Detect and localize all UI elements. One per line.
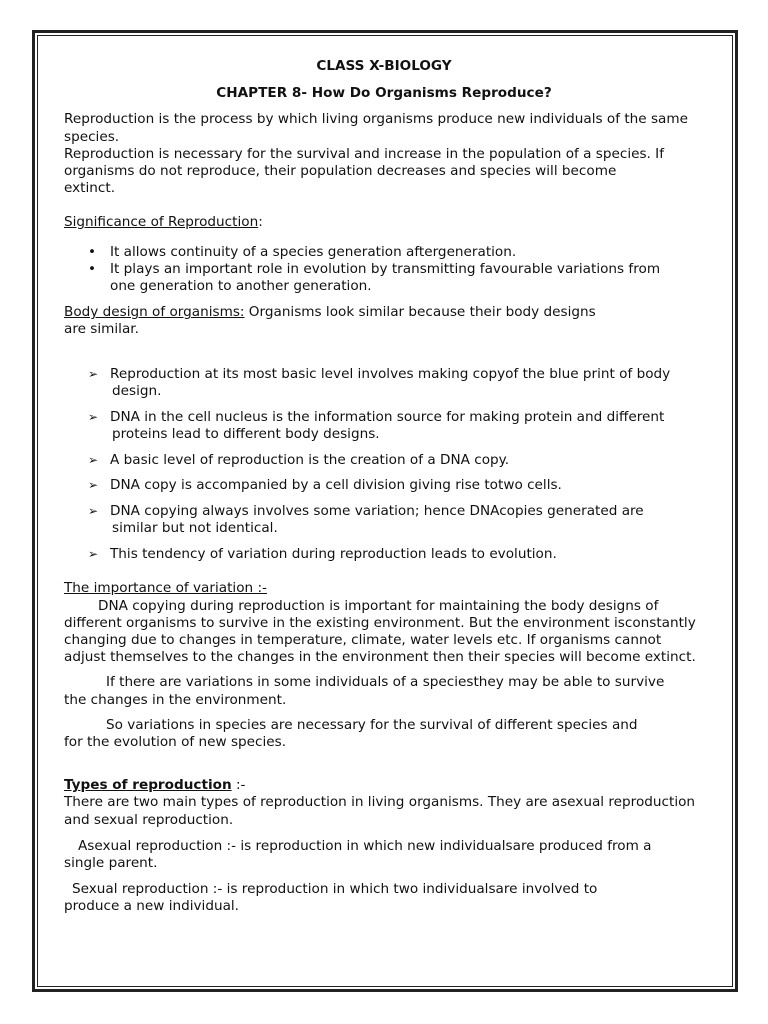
list-item: • It plays an important role in evolution by transmitting favourable variations from one generation to another generation.	[64, 261, 704, 295]
variation-paragraph-3: So variations in species are necessary for the survival of different species and for the evolution of new species.	[64, 716, 638, 751]
arrow-bullet-icon: ➢	[88, 478, 99, 493]
variation-heading: The importance of variation :-	[64, 580, 267, 597]
arrow-bullet-icon: ➢	[88, 452, 99, 467]
body-design-paragraph: Body design of organisms: Organisms look similar because their body designs are similar.	[64, 304, 596, 338]
arrow-bullet-icon: ➢	[88, 409, 99, 424]
arrow-bullet-icon: ➢	[88, 504, 99, 519]
variation-paragraph-1: DNA copying during reproduction is important for maintaining the body designs of different organisms to survive in the existing environment. But the environment isconstantly changing due to changes in temperature, climate, water levels etc. If organisms cannot adjust themselves to the changes in the environment then their species will become extinct.	[64, 597, 696, 666]
body-design-points	[64, 366, 704, 564]
types-heading: Types of reproduction :-	[64, 777, 246, 794]
list-item: ➢ DNA copy is accompanied by a cell division giving rise totwo cells.	[88, 477, 562, 494]
list-item: ➢ This tendency of variation during reproduction leads to evolution.	[88, 546, 557, 563]
document-title: CLASS X-BIOLOGY	[316, 58, 452, 74]
list-item: • It allows continuity of a species generation aftergeneration.	[64, 244, 704, 261]
intro-paragraph-1: Reproduction is the process by which living organisms produce new individuals of the same species.	[64, 111, 688, 145]
significance-list	[64, 244, 704, 296]
arrow-bullet-icon: ➢	[88, 547, 99, 562]
sexual-definition: Sexual reproduction :- is reproduction in which two individualsare involved to produce a new individual.	[64, 881, 598, 915]
arrow-bullet-icon: ➢	[88, 366, 99, 381]
intro-paragraph-2: Reproduction is necessary for the survival and increase in the population of a species. If organisms do not reproduce, their population decreases and species will become extinct.	[64, 145, 664, 197]
asexual-definition: Asexual reproduction :- is reproduction in which new individualsare produced from a single parent.	[64, 837, 652, 872]
list-item: ➢ Reproduction at its most basic level involves making copyof the blue print of body design.	[88, 365, 671, 399]
variation-paragraph-2: If there are variations in some individuals of a speciesthey may be able to survive the changes in the environment.	[64, 674, 665, 708]
list-item: ➢ A basic level of reproduction is the creation of a DNA copy.	[88, 451, 510, 468]
significance-heading: Significance of Reproduction:	[64, 214, 263, 231]
list-item: ➢ DNA copying always involves some variation; hence DNAcopies generated are similar but not identical.	[88, 503, 644, 537]
body-design-heading: Body design of organisms:	[64, 304, 245, 321]
document-content	[64, 58, 704, 916]
chapter-title: CHAPTER 8- How Do Organisms Reproduce?	[216, 85, 552, 102]
list-item: ➢ DNA in the cell nucleus is the information source for making protein and different proteins lead to different body designs.	[88, 408, 665, 442]
types-paragraph: There are two main types of reproduction in living organisms. They are asexual reproduction and sexual reproduction.	[64, 794, 696, 828]
